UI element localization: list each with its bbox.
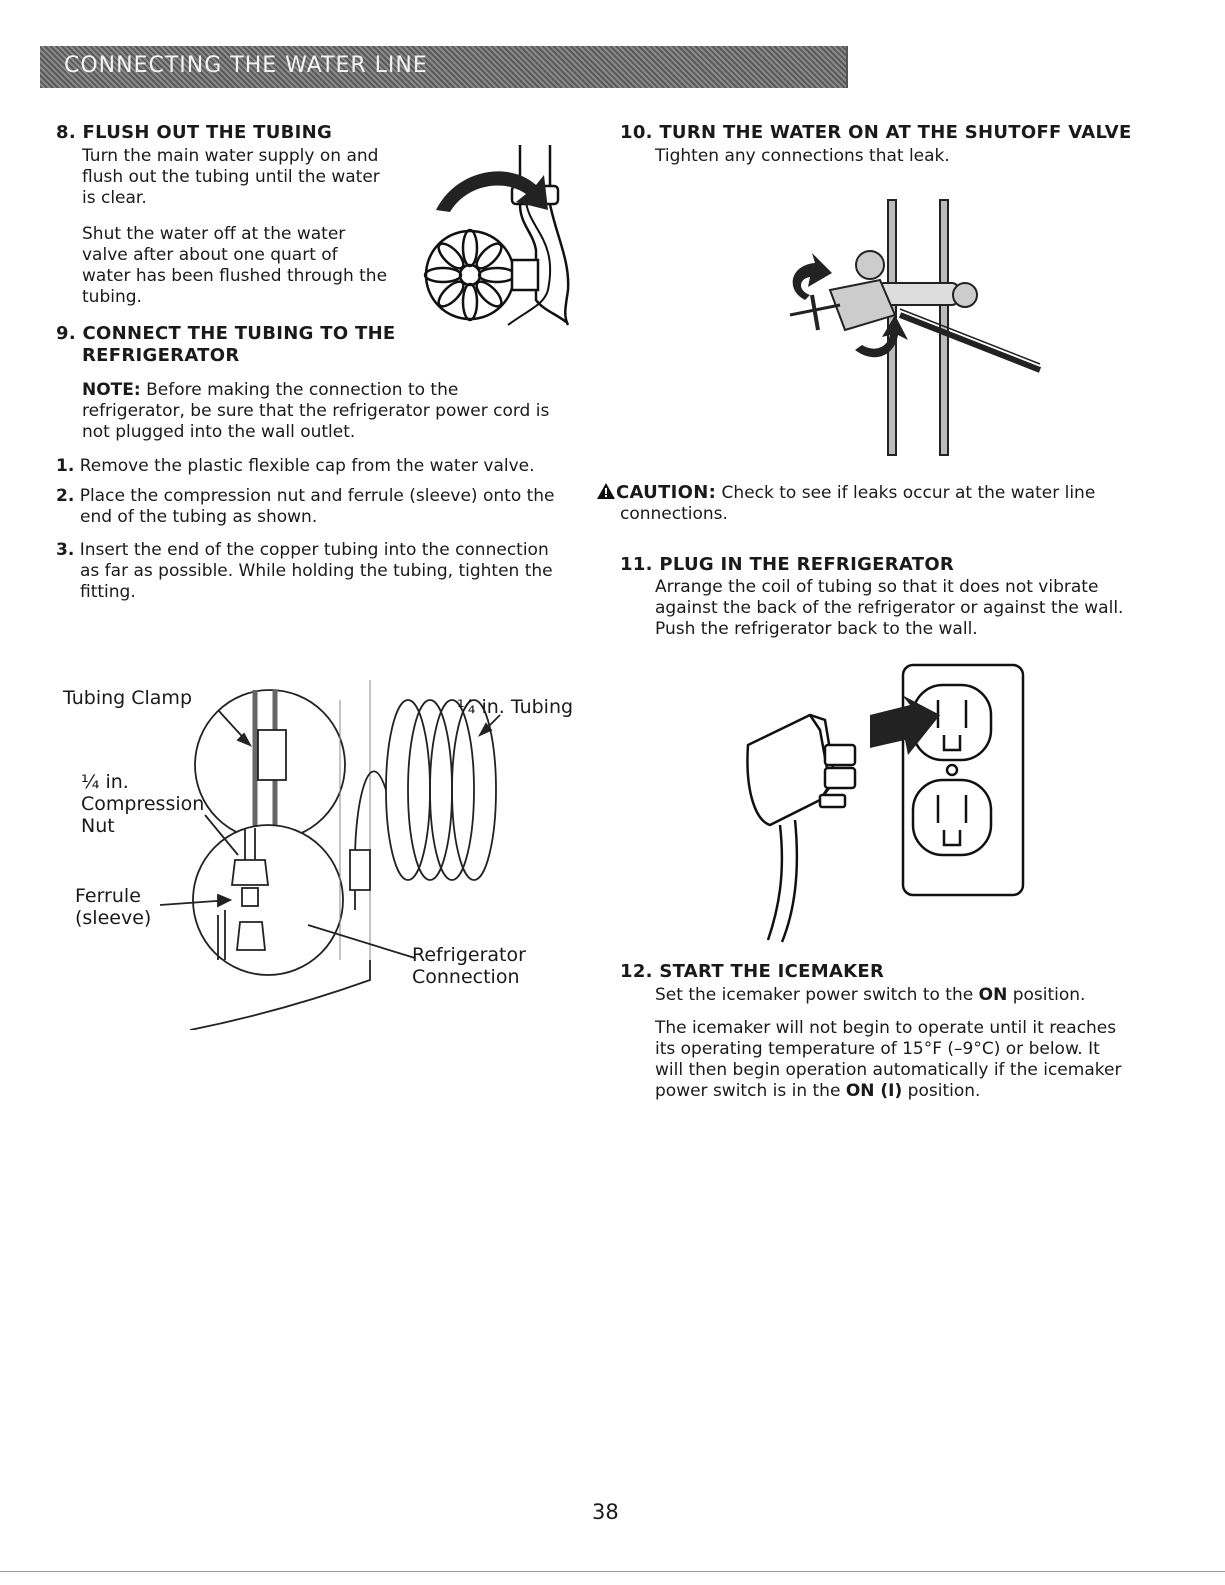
text-line: is clear. [82,188,147,208]
step12-paragraph2 [655,1018,1121,1102]
step12-heading: 12. START THE ICEMAKER [620,961,885,982]
text-line: its operating temperature of 15°F (–9°C) or below. It [655,1039,1100,1059]
step9-item-3 [56,540,553,603]
label-refrigerator-connection [412,944,526,988]
water-valve-illustration [408,140,588,335]
text-line: Push the refrigerator back to the wall. [655,619,978,639]
label-tubing-clamp: Tubing Clamp [63,687,193,709]
text-span: Set the icemaker power switch to the [655,985,979,1005]
label-line: Nut [81,815,115,837]
section-banner [40,46,848,88]
item-text: as far as possible. While holding the tubing, tighten the [80,561,553,581]
heading-line: REFRIGERATOR [82,345,240,366]
text-line: connections. [620,504,728,524]
step9-item-2 [56,486,555,528]
text-line: against the back of the refrigerator or against the wall. [655,598,1124,618]
text-line: Turn the main water supply on and [82,146,379,166]
item-number: 2. [56,486,75,506]
text-line: will then begin operation automatically if the icemaker [655,1060,1122,1080]
item-text: end of the tubing as shown. [80,507,318,527]
step9-heading [56,323,396,367]
text-line: valve after about one quart of [82,245,338,265]
item-text: fitting. [80,582,136,602]
step8-heading: 8. FLUSH OUT THE TUBING [56,122,333,143]
step8-paragraph1 [82,146,380,209]
text-line [596,482,1095,504]
text-line: The icemaker will not begin to operate until it reaches [655,1018,1117,1038]
caution-label: CAUTION: [616,482,717,503]
plug-outlet-illustration [740,660,1030,945]
text-line: flush out the tubing until the water [82,167,380,187]
page-bottom-rule [0,1571,1225,1572]
page-number: 38 [592,1500,619,1524]
text-line [82,380,549,401]
on-i-label: ON (I) [845,1081,903,1101]
on-label: ON [978,985,1008,1005]
step8-paragraph2 [82,224,387,308]
label-line: Connection [412,966,520,988]
item-text: Place the compression nut and ferrule (sleeve) onto the [79,486,555,506]
note-text: Before making the connection to the [140,380,459,400]
note-label: NOTE: [82,380,141,400]
text-span: position. [902,1081,981,1101]
heading-line: 9. CONNECT THE TUBING TO THE [56,323,396,344]
text-span: power switch is in the [655,1081,846,1101]
step11-heading: 11. PLUG IN THE REFRIGERATOR [620,554,955,575]
text-line: tubing. [82,287,142,307]
item-number: 1. [56,456,75,476]
item-text: Insert the end of the copper tubing into the connection [79,540,549,560]
step9-item-1 [56,456,535,477]
text-line: Shut the water off at the water [82,224,346,244]
item-text: Remove the plastic flexible cap from the water valve. [79,456,535,476]
step12-paragraph1 [655,985,1085,1006]
label-line: (sleeve) [75,907,152,929]
step11-text [655,577,1123,640]
step10-text: Tighten any connections that leak. [655,146,950,166]
shutoff-valve-illustration [770,195,1050,460]
label-ferrule [75,885,151,929]
text-line [655,1081,1121,1102]
label-line: ¼ in. [81,771,129,793]
item-number: 3. [56,540,75,560]
text-line: Arrange the coil of tubing so that it does not vibrate [655,577,1099,597]
caution-text: Check to see if leaks occur at the water line [716,483,1096,503]
step10-heading: 10. TURN THE WATER ON AT THE SHUTOFF VALVE [620,122,1132,143]
step9-note [82,380,549,443]
text-span: position. [1007,985,1086,1005]
label-line: Refrigerator [412,944,526,966]
caution-block [596,482,1095,525]
text-line: not plugged into the wall outlet. [82,422,356,442]
text-line: refrigerator, be sure that the refrigerator power cord is [82,401,550,421]
label-line: Ferrule [75,885,141,907]
label-compression-nut [81,771,204,837]
section-title: CONNECTING THE WATER LINE [64,53,428,78]
warning-icon [596,482,616,500]
label-quarter-tubing: ¼ in. Tubing [457,696,574,718]
text-line: water has been flushed through the [82,266,388,286]
label-line: Compression [81,793,205,815]
